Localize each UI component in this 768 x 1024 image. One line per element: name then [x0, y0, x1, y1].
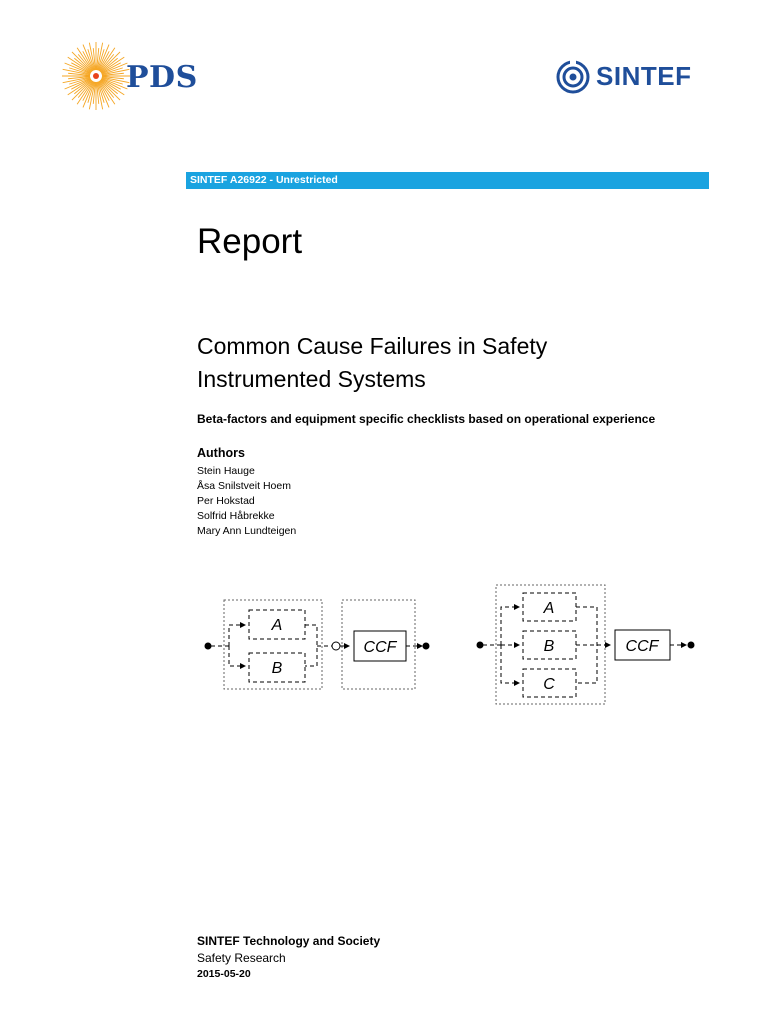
- author-name: Åsa Snilstveit Hoem: [197, 480, 291, 492]
- author-name: Per Hokstad: [197, 495, 255, 507]
- sintef-logo-text: SINTEF: [596, 61, 692, 91]
- reliability-block-diagrams: [195, 578, 715, 713]
- author-name: Stein Hauge: [197, 465, 255, 477]
- pds-logo: [60, 40, 210, 120]
- sunburst-logo-icon: [60, 40, 132, 112]
- right-block-c-label: C: [543, 676, 555, 693]
- authors-list: [197, 464, 296, 539]
- sintef-logo: [556, 58, 726, 98]
- sintef-swirl-logo-icon: [556, 60, 590, 94]
- pds-logo-text: PDS: [126, 60, 198, 95]
- report-title: [197, 330, 677, 396]
- right-block-b-label: B: [543, 638, 555, 655]
- left-ccf-label: CCF: [363, 639, 397, 656]
- report-title-line-1: Common Cause Failures in Safety: [197, 333, 548, 359]
- right-block-a-label: A: [543, 600, 555, 617]
- left-block-b-label: B: [271, 660, 283, 677]
- left-diagram: [205, 600, 430, 689]
- right-ccf-label: CCF: [625, 638, 659, 655]
- classification-bar: SINTEF A26922 - Unrestricted: [186, 172, 709, 189]
- footer-unit: Safety Research: [197, 951, 286, 965]
- author-name: Mary Ann Lundteigen: [197, 525, 297, 537]
- report-title-line-2: Instrumented Systems: [197, 366, 426, 392]
- report-subtitle: Beta-factors and equipment specific checklists based on operational experience: [197, 412, 656, 426]
- author-name: Solfrid Håbrekke: [197, 510, 275, 522]
- authors-heading: Authors: [197, 446, 245, 460]
- document-type-label: Report: [197, 222, 303, 261]
- footer-organization: SINTEF Technology and Society: [197, 934, 381, 948]
- right-diagram: [477, 585, 695, 704]
- footer-date: 2015-05-20: [197, 968, 251, 980]
- left-block-a-label: A: [271, 617, 283, 634]
